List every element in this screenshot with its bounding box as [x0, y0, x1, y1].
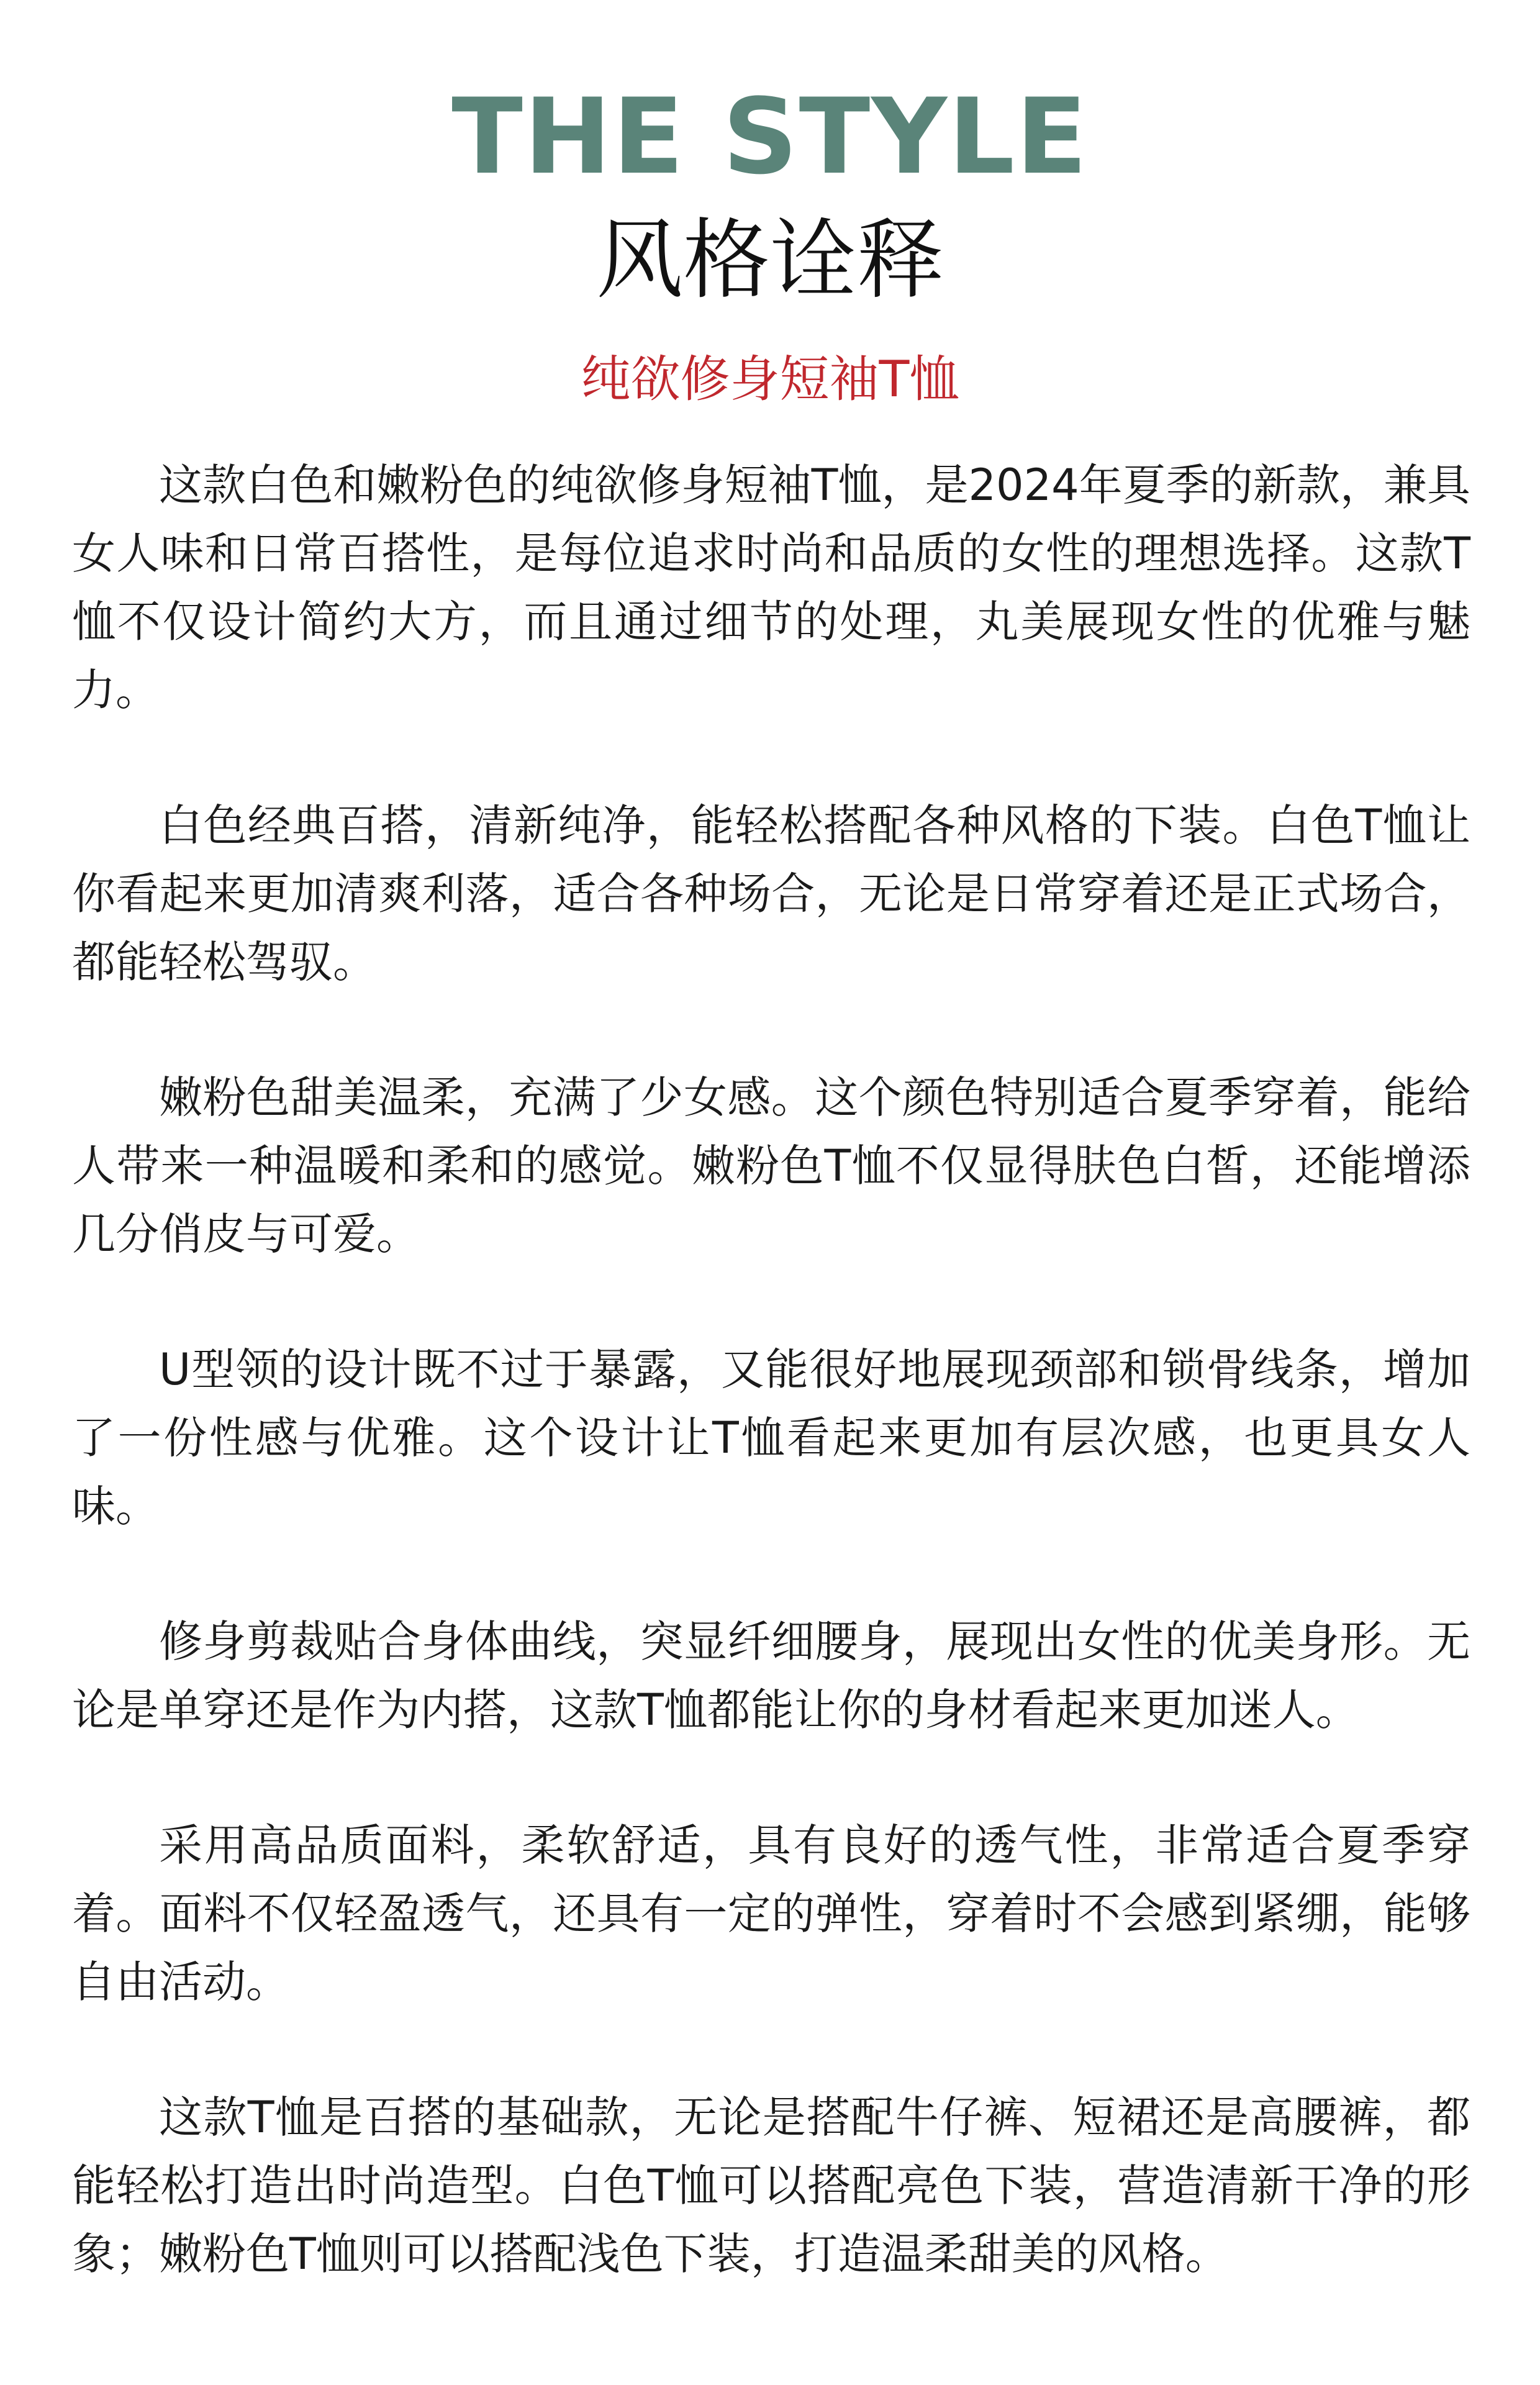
paragraph-styling: 这款T恤是百搭的基础款，无论是搭配牛仔裤、短裙还是高腰裤，都能轻松打造出时尚造型。白色T恤可以搭配亮色下装，营造清新干净的形象；嫩粉色T恤则可以搭配浅色下装，打造温柔甜美的风格。: [72, 2092, 1470, 2279]
paragraph-fabric: 采用高品质面料，柔软舒适，具有良好的透气性，非常适合夏季穿着。面料不仅轻盈透气，还具有一定的弹性，穿着时不会感到紧绷，能够自由活动。: [72, 1820, 1470, 2007]
paragraph-intro: 这款白色和嫩粉色的纯欲修身短袖T恤，是2024年夏季的新款，兼具女人味和日常百搭性，是每位追求时尚和品质的女性的理想选择。这款T恤不仅设计简约大方，而且通过细节的处理，丸美展现女性的优雅与魅力。: [72, 460, 1470, 716]
paragraph-slim-fit: 修身剪裁贴合身体曲线，突显纤细腰身，展现出女性的优美身形。无论是单穿还是作为内搭，这款T恤都能让你的身材看起来更加迷人。: [72, 1616, 1470, 1735]
paragraph-white-color: 白色经典百搭，清新纯净，能轻松搭配各种风格的下装。白色T恤让你看起来更加清爽利落，适合各种场合，无论是日常穿着还是正式场合，都能轻松驾驭。: [72, 800, 1470, 988]
paragraph-pink-color: 嫩粉色甜美温柔，充满了少女感。这个颜色特别适合夏季穿着，能给人带来一种温暖和柔和的感觉。嫩粉色T恤不仅显得肤色白皙，还能增添几分俏皮与可爱。: [72, 1072, 1470, 1260]
style-heading-cn: 风格诠释: [596, 210, 944, 311]
paragraph-u-neck: U型领的设计既不过于暴露，又能很好地展现颈部和锁骨线条，增加了一份性感与优雅。这个设计让T恤看起来更加有层次感，也更具女人味。: [72, 1344, 1470, 1532]
style-heading-en: THE STYLE: [451, 76, 1089, 198]
product-name-subtitle: 纯欲修身短袖T恤: [581, 350, 959, 408]
description-body: [72, 451, 1470, 2355]
